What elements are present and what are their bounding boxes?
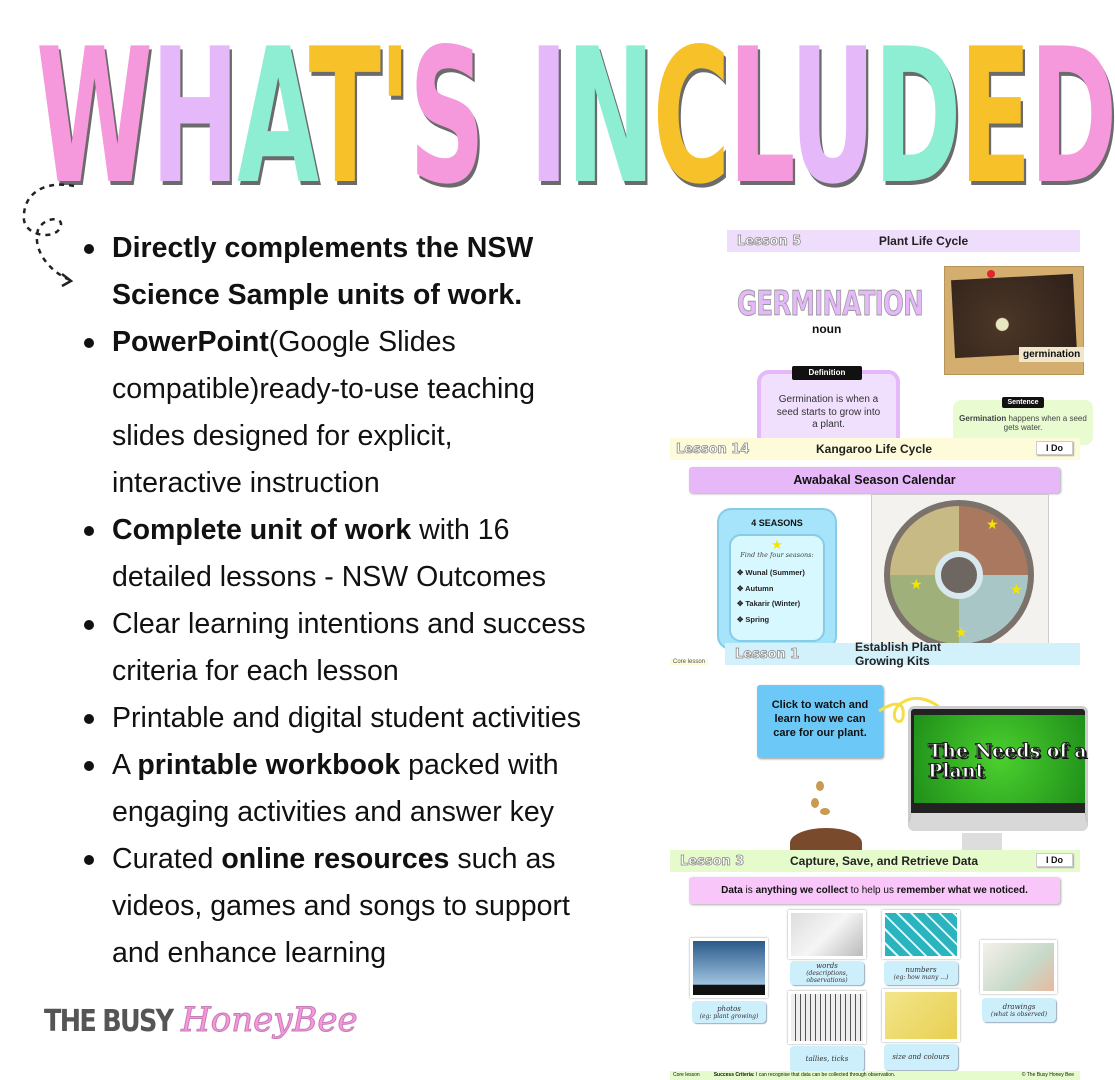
banner: Awabakal Season Calendar: [689, 467, 1060, 493]
banner-bold: Data: [721, 885, 743, 896]
lesson-number: Lesson 5: [737, 233, 802, 249]
feature-text: interactive instruction: [112, 467, 380, 499]
feature-line: [84, 507, 664, 554]
feature-line: [84, 883, 664, 930]
diamond-bullet-icon: ✥: [737, 583, 746, 593]
title-letter: [483, 8, 518, 225]
video-title: The Needs of a Plant: [928, 740, 1087, 782]
core-lesson-tag: Core lesson: [670, 659, 708, 665]
criteria-text: I can recognise that data can be collected through observation.: [754, 1072, 896, 1078]
feature-text: with 16: [411, 514, 510, 546]
slide-footer: [670, 1071, 1080, 1080]
core-lesson-tag: Core lesson: [673, 1072, 700, 1078]
bullet-icon: [84, 761, 94, 771]
feature-line: [84, 742, 664, 789]
bullet-icon: [84, 338, 94, 348]
slide-lesson-5: [727, 230, 1087, 445]
numbers-image: [882, 910, 960, 959]
feature-item: [84, 319, 664, 507]
bullet-icon: [84, 855, 94, 865]
feature-text-bold: Complete unit of work: [112, 514, 412, 546]
bullet-icon: [84, 714, 94, 724]
banner-text: is: [742, 885, 756, 896]
feature-list: [84, 225, 664, 977]
video-callout: Click to watch and learn how we can care for our plant.: [757, 685, 883, 758]
feature-item: [84, 742, 664, 836]
slide-lesson-1: [725, 640, 1087, 853]
pin-icon: [987, 270, 995, 278]
bullet-icon: [84, 620, 94, 630]
diamond-bullet-icon: ✥: [737, 599, 746, 608]
feature-line: [84, 366, 664, 413]
title-letter: E: [959, 8, 1030, 225]
seasons-box: [717, 508, 837, 650]
banner-bold: anything we collect: [755, 885, 848, 896]
feature-line: [84, 695, 664, 742]
feature-text: (Google Slides: [268, 326, 456, 358]
feature-text-bold: online resources: [221, 843, 450, 875]
feature-line: [84, 554, 664, 601]
slide-title: Capture, Save, and Retrieve Data: [790, 854, 979, 868]
feature-text: compatible)ready-to-use teaching: [112, 373, 535, 405]
slide-lesson-3: [670, 850, 1080, 1080]
lesson-number: Lesson 3: [680, 853, 745, 869]
feature-item: [84, 836, 664, 977]
title-letter: ': [378, 8, 409, 225]
i-do-badge: I Do: [1036, 853, 1073, 867]
lesson-number: Lesson 14: [676, 441, 750, 457]
definition-text: Germination is when a seed starts to grow into a plant.: [776, 394, 881, 430]
title-letter: W: [36, 8, 151, 225]
card-drawings: drawings (what is observed): [982, 998, 1056, 1022]
seed-icon: [811, 798, 819, 808]
feature-item: [84, 601, 664, 695]
season-item: [737, 612, 823, 628]
seasons-prompt: Find the four seasons:: [740, 551, 814, 559]
feature-text: Clear learning intentions and success: [112, 608, 586, 640]
photo-caption: germination: [1019, 347, 1084, 362]
seed-icon: [820, 808, 830, 815]
corkboard: [944, 266, 1084, 375]
i-do-badge: I Do: [1036, 441, 1073, 455]
feature-item: [84, 225, 664, 319]
title-letter: N: [566, 8, 653, 225]
feature-item: [84, 695, 664, 742]
season-item: [737, 581, 823, 597]
card-photos: photos (eg: plant growing): [692, 1001, 766, 1023]
video-thumbnail[interactable]: [914, 715, 1085, 803]
drawings-image: [980, 940, 1057, 994]
page-title: [36, 8, 1115, 225]
banner-text: to help us: [847, 885, 897, 896]
sentence-label: Sentence: [1002, 397, 1044, 408]
copyright: © The Busy Honey Bee: [1021, 1072, 1074, 1078]
season-name: Autumn: [745, 583, 774, 593]
card-numbers: numbers (eg: how many ...): [884, 961, 958, 985]
tallies-image: [788, 991, 866, 1044]
feature-text: Curated: [112, 843, 222, 875]
season-name: Spring: [745, 614, 770, 624]
slide-title: Plant Life Cycle: [878, 234, 969, 248]
feature-text: engaging activities and answer key: [112, 796, 555, 828]
bullet-icon: [84, 244, 94, 254]
definition-label: Definition: [792, 366, 862, 380]
slide-title: Kangaroo Life Cycle: [816, 442, 933, 456]
feature-text: A: [112, 749, 138, 781]
feature-text: detailed lessons - NSW Outcomes: [112, 561, 546, 593]
logo-script: HoneyBee: [181, 1000, 358, 1040]
feature-text-bold: Science Sample units of work.: [112, 279, 523, 311]
words-image: [788, 910, 866, 959]
feature-text-bold: printable workbook: [137, 749, 401, 781]
diamond-bullet-icon: ✥: [737, 568, 746, 577]
season-item: [737, 565, 823, 581]
title-letter: L: [728, 8, 790, 225]
feature-line: [84, 272, 664, 319]
feature-text: and enhance learning: [112, 937, 387, 969]
star-icon: ★: [771, 537, 783, 552]
brand-logo: [44, 1000, 358, 1040]
feature-text: videos, games and songs to support: [112, 890, 570, 922]
card-tallies: tallies, ticks: [790, 1046, 864, 1072]
sentence-keyword: Germination: [959, 414, 1007, 423]
feature-line: [84, 836, 664, 883]
feature-item: [84, 507, 664, 601]
feature-text-bold: PowerPoint: [112, 326, 269, 358]
feature-line: [84, 319, 664, 366]
season-name: Takarir (Winter): [745, 599, 801, 608]
slide-lesson-14: [670, 438, 1080, 668]
lesson-number: Lesson 1: [735, 646, 800, 662]
monitor[interactable]: [908, 706, 1088, 831]
title-letter: A: [237, 8, 309, 225]
sentence-text: happens when a seed gets water.: [1003, 414, 1087, 432]
card-size-colours: size and colours: [884, 1044, 958, 1070]
feature-text: such as: [449, 843, 556, 875]
banner: [689, 877, 1060, 904]
season-item: [737, 596, 823, 612]
feature-text: slides designed for explicit,: [112, 420, 453, 452]
season-name: Wunal (Summer): [745, 568, 805, 577]
criteria-label: Success Criteria:: [713, 1072, 755, 1078]
title-letter: T: [308, 8, 379, 225]
card-words: words (descriptions, observations): [790, 961, 864, 985]
size-colours-image: [882, 989, 960, 1042]
seasons-title: 4 SEASONS: [751, 518, 803, 528]
part-of-speech: noun: [812, 322, 842, 336]
slide-title: Establish Plant Growing Kits: [855, 640, 942, 668]
logo-text: THE BUSY: [44, 1004, 173, 1039]
title-letter: U: [789, 8, 874, 225]
title-letter: D: [1029, 8, 1115, 225]
seed-icon: [816, 781, 824, 791]
feature-line: [84, 460, 664, 507]
dashed-arrow-icon: [14, 180, 84, 290]
feature-line: [84, 601, 664, 648]
vocab-word: GERMINATION: [737, 284, 923, 324]
feature-line: [84, 648, 664, 695]
photos-image: [690, 938, 768, 998]
feature-text: criteria for each lesson: [112, 655, 399, 687]
title-letter: C: [652, 8, 729, 225]
feature-text-bold: Directly complements the NSW: [112, 232, 534, 264]
title-letter: H: [150, 8, 238, 225]
season-calendar-image: ★ ★ ★ ★: [871, 494, 1049, 668]
feature-text: Printable and digital student activities: [112, 702, 581, 734]
feature-text: packed with: [400, 749, 559, 781]
bullet-icon: [84, 526, 94, 536]
banner-bold: remember what we noticed.: [896, 885, 1028, 896]
title-letter: I: [529, 8, 567, 225]
diamond-bullet-icon: ✥: [737, 614, 746, 624]
title-letter: D: [873, 8, 960, 225]
feature-line: [84, 413, 664, 460]
feature-line: [84, 930, 664, 977]
title-letter: S: [408, 8, 483, 225]
seedling-photo: [951, 274, 1077, 358]
feature-line: [84, 789, 664, 836]
feature-line: [84, 225, 664, 272]
